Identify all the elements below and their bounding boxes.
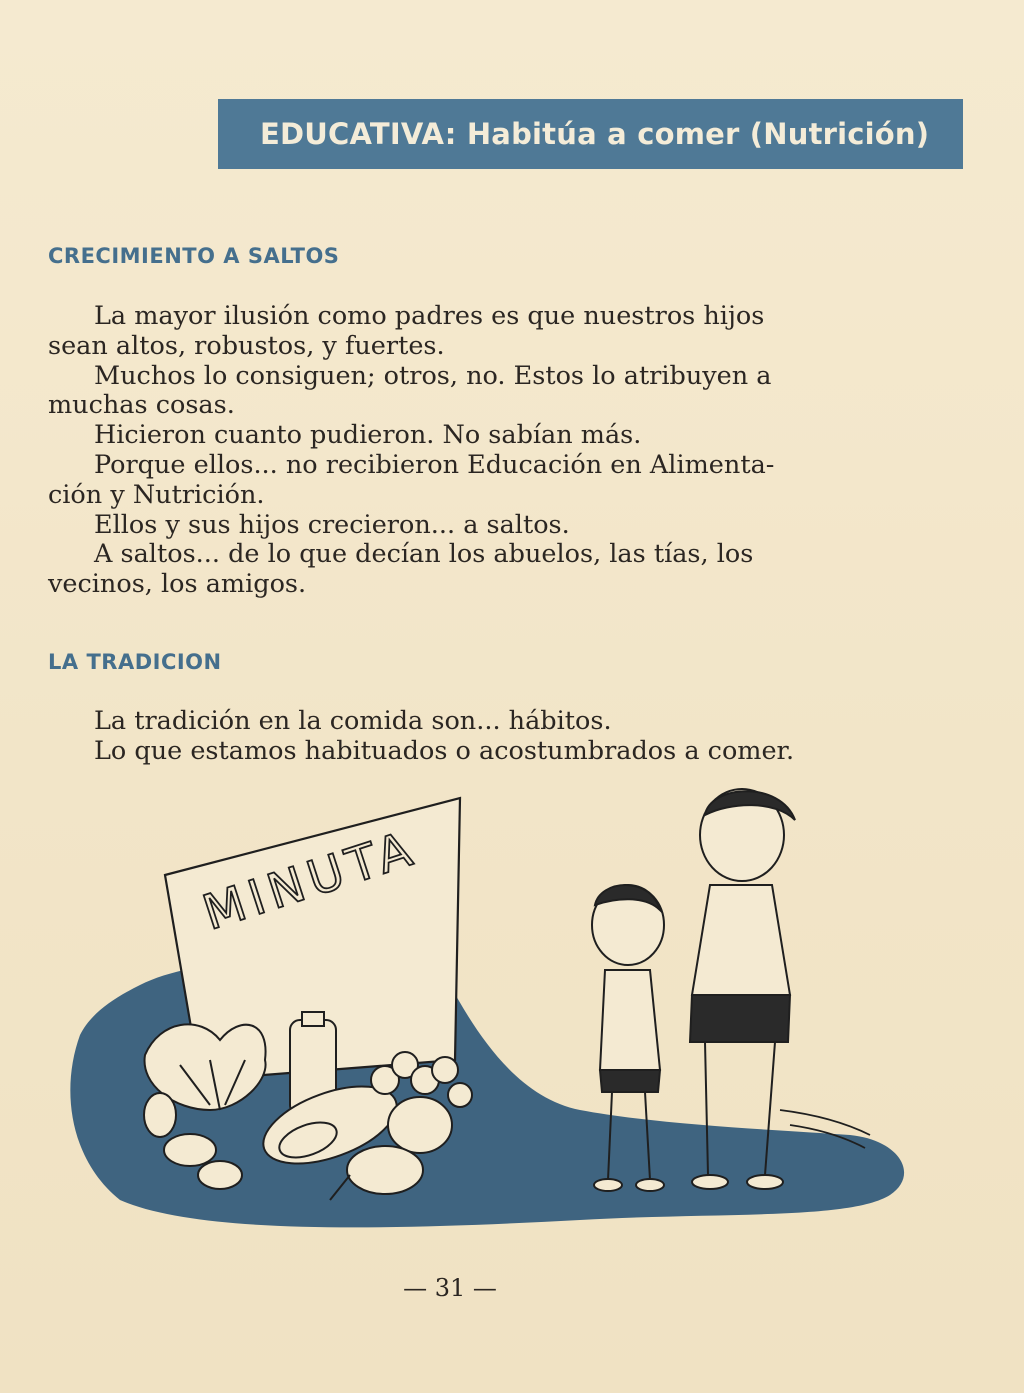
text-line: sean altos, robustos, y fuertes.: [48, 330, 445, 361]
header-title: EDUCATIVA: Habitúa a comer (Nutrición): [260, 117, 930, 151]
menu-sign-text: MINUTA: [196, 819, 424, 942]
section-body-crecimiento: [48, 302, 858, 600]
section-heading-tradicion: LA TRADICION: [48, 650, 222, 674]
text-line: Hicieron cuanto pudieron. No sabían más.: [94, 420, 642, 451]
text-line: La mayor ilusión como padres es que nuestros hijos: [94, 301, 765, 331]
text-line: Muchos lo consiguen; otros, no. Estos lo atribuyen a: [94, 360, 772, 391]
text-line: Ellos y sus hijos crecieron... a saltos.: [94, 509, 570, 540]
text-line: vecinos, los amigos.: [48, 569, 307, 600]
text-line: Porque ellos... no recibieron Educación en Alimenta-: [94, 449, 775, 480]
text-line: ción y Nutrición.: [48, 479, 265, 510]
page-number: — 31 —: [403, 1274, 497, 1302]
illustration-menu-and-children: [60, 780, 940, 1240]
text-line: A saltos... de lo que decían los abuelos, las tías, los: [94, 539, 754, 570]
section-body-tradicion: [48, 707, 858, 767]
text-line: La tradición en la comida son... hábitos.: [94, 706, 612, 736]
header-banner: [218, 99, 963, 169]
section-heading-crecimiento: CRECIMIENTO A SALTOS: [48, 244, 340, 268]
text-line: muchas cosas.: [48, 390, 235, 421]
text-line: Lo que estamos habituados o acostumbrados a comer.: [94, 735, 795, 766]
